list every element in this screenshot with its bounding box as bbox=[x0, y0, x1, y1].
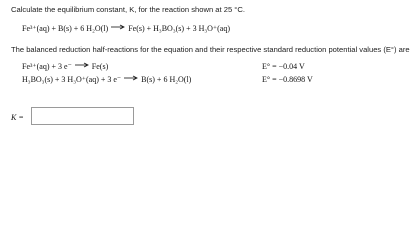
half-reactions-intro: The balanced reduction half-reactions for the equation and their respective standard reduction potential values (E°) are bbox=[11, 45, 410, 54]
half-reaction-2-potential: E° = −0.8698 V bbox=[262, 75, 313, 84]
instruction-text: Calculate the equilibrium constant, K, for the reaction shown at 25 °C. bbox=[11, 5, 245, 14]
overall-reaction-products: Fe(s) + H₃BO₃(s) + 3 H₃O⁺(aq) bbox=[128, 24, 231, 33]
overall-reaction bbox=[22, 24, 230, 33]
half-reaction-2 bbox=[22, 75, 191, 84]
half-reaction-2-products: B(s) + 6 H₂O(l) bbox=[141, 75, 192, 84]
right-arrow-icon bbox=[75, 62, 89, 68]
half-reaction-1 bbox=[22, 62, 108, 71]
half-reaction-1-reactants: Fe³⁺(aq) + 3 e⁻ bbox=[22, 62, 72, 71]
k-label: K = bbox=[11, 113, 24, 122]
right-arrow-icon bbox=[124, 75, 138, 81]
half-reaction-2-reactants: H₃BO₃(s) + 3 H₃O⁺(aq) + 3 e⁻ bbox=[22, 75, 122, 84]
half-reaction-1-potential: E° = −0.04 V bbox=[262, 62, 305, 71]
right-arrow-icon bbox=[111, 24, 125, 30]
k-answer-input[interactable] bbox=[31, 107, 134, 125]
overall-reaction-reactants: Fe³⁺(aq) + B(s) + 6 H₂O(l) bbox=[22, 24, 109, 33]
half-reaction-1-products: Fe(s) bbox=[91, 62, 109, 71]
